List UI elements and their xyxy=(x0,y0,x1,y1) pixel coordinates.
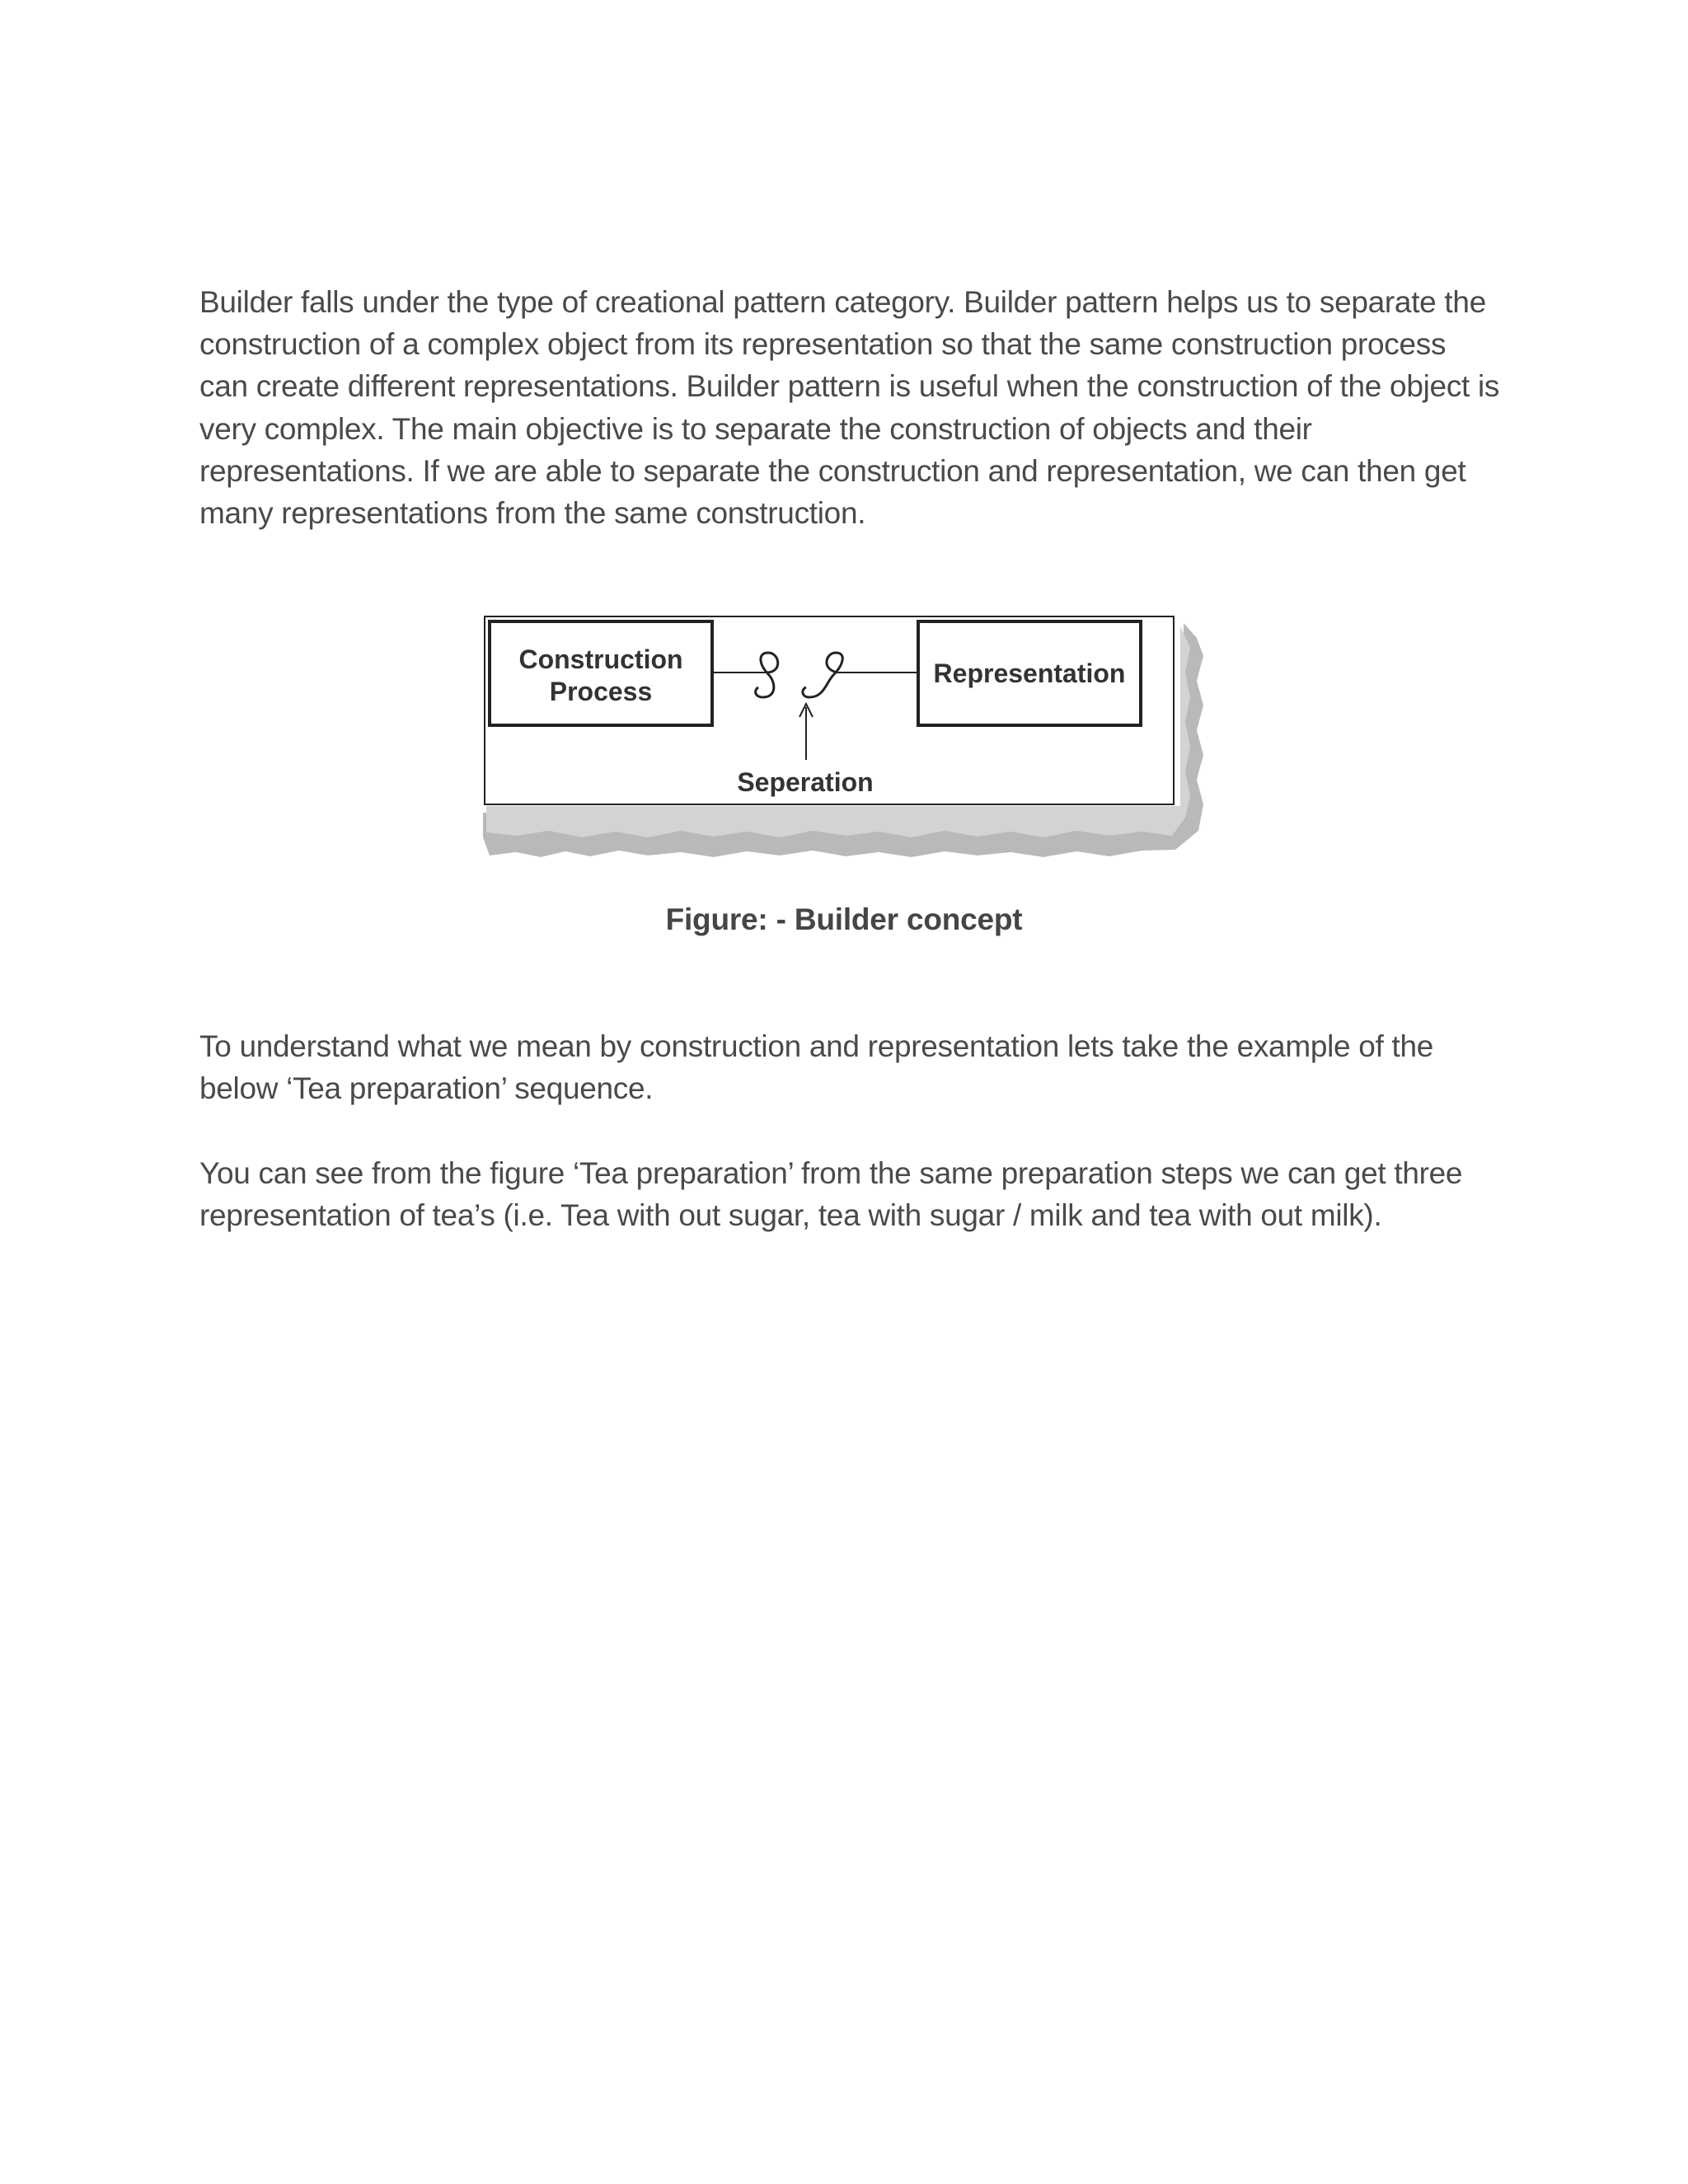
process-label: Process xyxy=(549,677,653,706)
representation-label: Representation xyxy=(933,658,1126,688)
construction-label: Construction xyxy=(518,644,683,674)
paragraph-see: You can see from the figure ‘Tea preparation’ from the same preparation steps we can get three representation of tea’s (i.e. Tea with out sugar, tea with sugar / milk and tea with out milk). xyxy=(199,1156,1463,1233)
builder-concept-diagram xyxy=(483,615,1205,859)
separation-label: Seperation xyxy=(737,767,874,797)
figure-caption: Figure: - Builder concept xyxy=(665,902,1023,936)
paragraph-intro: Builder falls under the type of creational pattern category. Builder pattern helps us to separate the construction of a complex object from its representation so that the same construction process can create different representations. Builder pattern is useful when the construction of the object is very complex. The main objective is to separate the construction of objects and their representations. If we are able to separate the construction and representation, we can then get many representations from the same construction. xyxy=(199,285,1500,531)
paragraph-understand: To understand what we mean by construction and representation lets take the example of the below ‘Tea preparation’ sequence. xyxy=(199,1029,1434,1106)
